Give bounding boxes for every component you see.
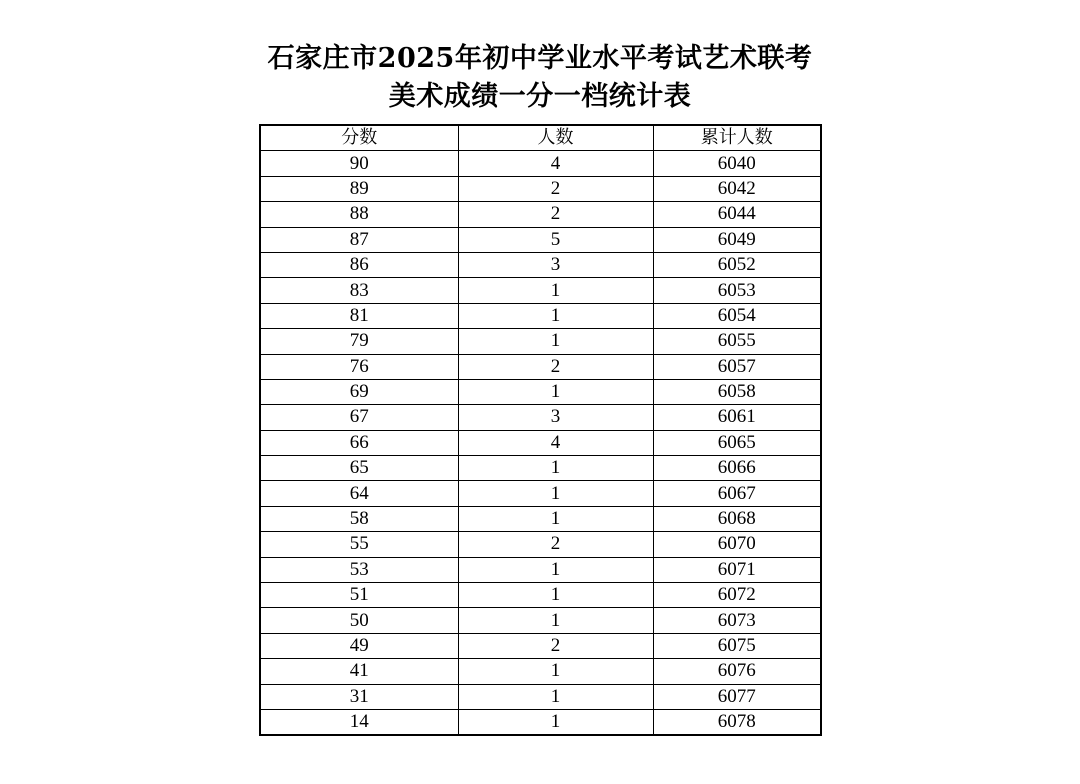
table-row [260, 481, 821, 506]
table-row [260, 379, 821, 404]
cell-cumulative: 6055 [653, 329, 821, 354]
cell-cumulative: 6049 [653, 227, 821, 252]
cell-score: 64 [260, 481, 458, 506]
cell-count: 2 [458, 202, 653, 227]
table-row [260, 532, 821, 557]
cell-count: 1 [458, 659, 653, 684]
cell-score: 49 [260, 633, 458, 658]
cell-cumulative: 6040 [653, 151, 821, 176]
cell-cumulative: 6052 [653, 252, 821, 277]
cell-cumulative: 6053 [653, 278, 821, 303]
table-row [260, 557, 821, 582]
cell-cumulative: 6042 [653, 176, 821, 201]
cell-score: 76 [260, 354, 458, 379]
table-row [260, 176, 821, 201]
cell-score: 87 [260, 227, 458, 252]
cell-count: 2 [458, 176, 653, 201]
document-title-line-2: 美术成绩一分一档统计表 [388, 81, 692, 112]
cell-cumulative: 6065 [653, 430, 821, 455]
table-row [260, 329, 821, 354]
cell-count: 5 [458, 227, 653, 252]
cell-score: 65 [260, 456, 458, 481]
cell-cumulative: 6072 [653, 583, 821, 608]
cell-score: 89 [260, 176, 458, 201]
cell-cumulative: 6067 [653, 481, 821, 506]
cell-score: 31 [260, 684, 458, 709]
cell-score: 81 [260, 303, 458, 328]
cell-score: 41 [260, 659, 458, 684]
cell-count: 3 [458, 252, 653, 277]
cell-score: 90 [260, 151, 458, 176]
score-distribution-table [259, 124, 822, 736]
cell-count: 4 [458, 151, 653, 176]
cell-cumulative: 6071 [653, 557, 821, 582]
cell-count: 1 [458, 278, 653, 303]
cell-cumulative: 6066 [653, 456, 821, 481]
cell-score: 88 [260, 202, 458, 227]
cell-score: 55 [260, 532, 458, 557]
cell-cumulative: 6075 [653, 633, 821, 658]
table-row [260, 151, 821, 176]
header-count: 人数 [458, 125, 653, 151]
cell-count: 1 [458, 608, 653, 633]
cell-count: 1 [458, 684, 653, 709]
table-row [260, 583, 821, 608]
cell-count: 1 [458, 379, 653, 404]
table-row [260, 456, 821, 481]
cell-count: 2 [458, 532, 653, 557]
document-title-line-1: 石家庄市2025年初中学业水平考试艺术联考 [267, 43, 813, 74]
cell-score: 67 [260, 405, 458, 430]
cell-cumulative: 6076 [653, 659, 821, 684]
cell-count: 3 [458, 405, 653, 430]
header-cumulative: 累计人数 [653, 125, 821, 151]
cell-cumulative: 6061 [653, 405, 821, 430]
table-row [260, 684, 821, 709]
cell-count: 1 [458, 303, 653, 328]
cell-count: 4 [458, 430, 653, 455]
cell-cumulative: 6077 [653, 684, 821, 709]
table-row [260, 354, 821, 379]
table-row [260, 506, 821, 531]
cell-score: 50 [260, 608, 458, 633]
cell-count: 2 [458, 354, 653, 379]
cell-count: 1 [458, 583, 653, 608]
cell-score: 69 [260, 379, 458, 404]
cell-cumulative: 6054 [653, 303, 821, 328]
table-row [260, 303, 821, 328]
table-row [260, 709, 821, 735]
table-row [260, 252, 821, 277]
cell-cumulative: 6078 [653, 709, 821, 735]
cell-score: 83 [260, 278, 458, 303]
table-row [260, 278, 821, 303]
cell-score: 53 [260, 557, 458, 582]
cell-cumulative: 6057 [653, 354, 821, 379]
table-row [260, 633, 821, 658]
cell-count: 1 [458, 456, 653, 481]
cell-score: 66 [260, 430, 458, 455]
cell-cumulative: 6058 [653, 379, 821, 404]
cell-count: 1 [458, 481, 653, 506]
cell-score: 86 [260, 252, 458, 277]
table-row [260, 659, 821, 684]
table-row [260, 405, 821, 430]
cell-cumulative: 6073 [653, 608, 821, 633]
cell-count: 1 [458, 506, 653, 531]
cell-score: 51 [260, 583, 458, 608]
cell-score: 14 [260, 709, 458, 735]
cell-cumulative: 6044 [653, 202, 821, 227]
table-header-row [260, 125, 821, 151]
cell-score: 58 [260, 506, 458, 531]
cell-count: 1 [458, 709, 653, 735]
table-row [260, 608, 821, 633]
cell-count: 1 [458, 329, 653, 354]
table-row [260, 227, 821, 252]
cell-cumulative: 6068 [653, 506, 821, 531]
table-body [260, 151, 821, 735]
cell-count: 2 [458, 633, 653, 658]
cell-cumulative: 6070 [653, 532, 821, 557]
cell-score: 79 [260, 329, 458, 354]
header-score: 分数 [260, 125, 458, 151]
table-row [260, 202, 821, 227]
table-row [260, 430, 821, 455]
cell-count: 1 [458, 557, 653, 582]
